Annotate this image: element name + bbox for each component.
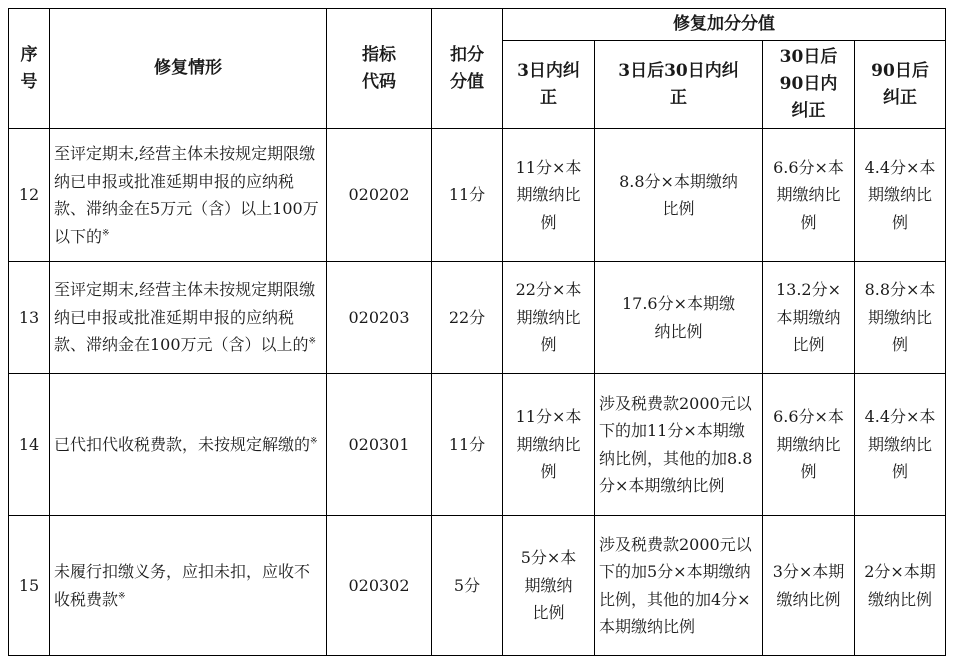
cell-deduct: 11分 (432, 129, 503, 262)
note-mark: ※ (310, 436, 318, 447)
situation-text: 已代扣代收税费款，未按规定解缴的 (54, 434, 311, 454)
header-repair-30d: 3日后30日内纠正 (595, 41, 763, 129)
cell-repair-90d: 6.6分×本期缴纳比例 (763, 374, 855, 516)
cell-repair-3d: 22分×本期缴纳比例 (503, 262, 595, 374)
cell-deduct: 5分 (432, 516, 503, 656)
cell-repair-after-90d: 4.4分×本期缴纳比例 (855, 374, 946, 516)
cell-repair-90d: 3分×本期缴纳比例 (763, 516, 855, 656)
header-repair-after-90d: 90日后纠正 (855, 41, 946, 129)
header-seq: 序号 (9, 9, 50, 129)
situation-text: 未履行扣缴义务，应扣未扣，应收不收税费款 (54, 562, 311, 609)
cell-situation (50, 516, 327, 656)
cell-seq: 15 (9, 516, 50, 656)
header-situation: 修复情形 (50, 9, 327, 129)
header-row-1 (9, 9, 946, 41)
header-repair-group: 修复加分分值 (503, 9, 946, 41)
cell-seq: 12 (9, 129, 50, 262)
cell-repair-3d: 11分×本期缴纳比例 (503, 374, 595, 516)
header-repair-3d: 3日内纠正 (503, 41, 595, 129)
situation-text: 至评定期末,经营主体未按规定期限缴纳已申报或批准延期申报的应纳税款、滞纳金在100万元（含）以上的 (54, 280, 316, 355)
cell-deduct: 22分 (432, 262, 503, 374)
cell-situation (50, 374, 327, 516)
cell-repair-90d: 13.2分×本期缴纳比例 (763, 262, 855, 374)
cell-repair-30d: 涉及税费款2000元以下的加11分×本期缴纳比例，其他的加8.8分×本期缴纳比例 (595, 374, 763, 516)
header-deduct: 扣分分值 (432, 9, 503, 129)
cell-repair-90d: 6.6分×本期缴纳比例 (763, 129, 855, 262)
cell-seq: 13 (9, 262, 50, 374)
cell-repair-30d: 17.6分×本期缴纳比例 (595, 262, 763, 374)
cell-repair-after-90d: 2分×本期缴纳比例 (855, 516, 946, 656)
cell-repair-3d: 11分×本期缴纳比例 (503, 129, 595, 262)
cell-repair-30d: 8.8分×本期缴纳比例 (595, 129, 763, 262)
table-row (9, 262, 946, 374)
table-row (9, 129, 946, 262)
note-mark: ※ (102, 228, 110, 239)
table-row (9, 516, 946, 656)
cell-code: 020203 (327, 262, 432, 374)
repair-score-table (8, 8, 946, 656)
cell-code: 020301 (327, 374, 432, 516)
cell-code: 020302 (327, 516, 432, 656)
cell-seq: 14 (9, 374, 50, 516)
situation-text: 至评定期末,经营主体未按规定期限缴纳已申报或批准延期申报的应纳税款、滞纳金在5万元（含）以上100万以下的 (54, 144, 319, 246)
cell-situation (50, 262, 327, 374)
cell-repair-3d: 5分×本期缴纳比例 (503, 516, 595, 656)
cell-situation (50, 129, 327, 262)
header-code: 指标代码 (327, 9, 432, 129)
cell-deduct: 11分 (432, 374, 503, 516)
note-mark: ※ (308, 336, 317, 347)
cell-repair-after-90d: 4.4分×本期缴纳比例 (855, 129, 946, 262)
table-row (9, 374, 946, 516)
header-repair-90d: 30日后90日内纠正 (763, 41, 855, 129)
note-mark: ※ (118, 591, 126, 602)
cell-repair-30d: 涉及税费款2000元以下的加5分×本期缴纳比例，其他的加4分×本期缴纳比例 (595, 516, 763, 656)
cell-code: 020202 (327, 129, 432, 262)
cell-repair-after-90d: 8.8分×本期缴纳比例 (855, 262, 946, 374)
